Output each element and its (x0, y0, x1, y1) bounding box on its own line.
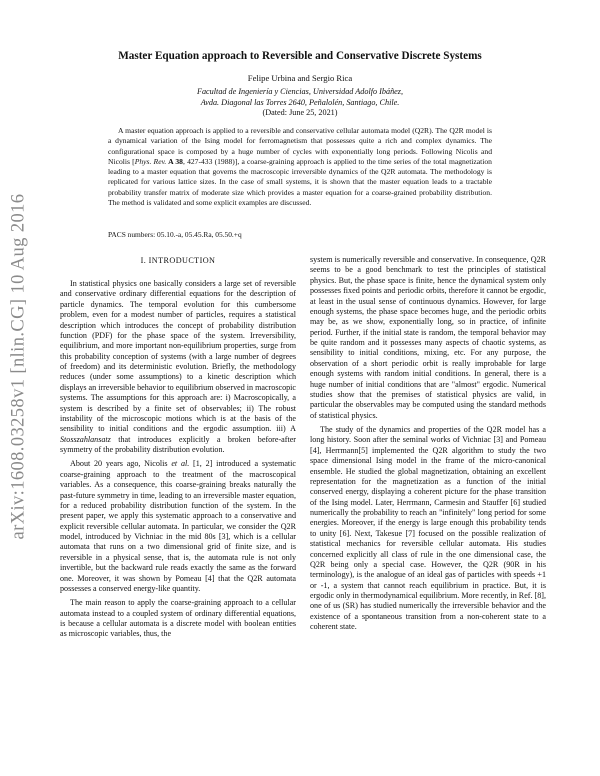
intro-paragraph-2-rest: [1, 2] introduced a systematic coarse-graining approach to the treatment of the macroscopical variables. As a consequence, this coarse-graining breaks naturally the past-future symmetry in time, leading to an irreversible master equation, for a reduced probability distribution function of the system. In the present paper, we apply this systematic approach to a conservative and explicit reversible cellular automata. In particular, we consider the Q2R model, introduced by Vichniac in the mid 80s [3], which is a cellular automata that runs on a two dimensional grid of finite size, and is reversible in a physical sense, that is, the automata rule is not only invertible, but the backward rule reads exactly the same as the forward one. Moreover, it was shown by Pomeau [4] that the Q2R automata possesses a conserved energy-like quantity. (60, 459, 296, 593)
intro-paragraph-1 (60, 279, 296, 455)
right-paragraph-1: system is numerically reversible and conservative. In consequence, Q2R seems to be a good benchmark to test the principles of statistical physics. But, the phase space is finite, hence the dynamical system only possesses fixed points and periodic orbits, therefore it cannot be ergodic, at least in the usual sense of continuous dynamics. However, for large enough systems, the phase space becomes huge, and the periodic orbits may be, as we show, exponentially long, so in practice, of infinite period. Further, if the initial state is random, the temporal behavior may be quite random and it possesses many aspects of chaotic systems, as sensibility to initial conditions, mixing, etc. For any purpose, the observation of a short periodic orbit is really improbable for large enough systems with random initial conditions. In general, there is a huge number of initial conditions that are "almost" ergodic. Numerical studies show that the premises of statistical physics are valid, in particular the observables may be computed using the standard methods of statistical physics. (310, 255, 546, 420)
intro-paragraph-2 (60, 459, 296, 594)
dated-line: (Dated: June 25, 2021) (262, 108, 338, 117)
arxiv-identifier-text: arXiv:1608.03258v1 [nlin.CG] 10 Aug 2016 (8, 193, 29, 539)
left-column (60, 279, 296, 644)
abstract (108, 126, 492, 208)
affiliation-line-2: Avda. Diagonal las Torres 2640, Peñalolén, Santiago, Chile. (200, 98, 400, 107)
stosszahlansatz-term: Stosszahlansatz (60, 434, 111, 444)
arxiv-identifier-stamp (6, 176, 32, 556)
intro-paragraph-2-start: About 20 years ago, Nicolis (70, 459, 172, 469)
paper-authors: Felipe Urbina and Sergio Rica (247, 73, 353, 83)
affiliation (80, 86, 520, 108)
intro-paragraph-1-text: In statistical physics one basically considers a large set of reversible and conservative ordinary differential equations for the description of particle dynamics. The temporal evolution for this cumbersome problem, even for a modest number of particles, requires a statistical description which introduces the concept of probability distribution function (PDF) for the phase space of the system. Irreversibility, equilibrium, and more important non-equilibrium properties, surge from this probability conception of systems (with a large number of degrees of freedom) and its deterministic evolution. Briefly, the methodology reduces (under some assumptions) to a kinetic description which displays an irreversible behavior to equilibrium observed in macroscopic systems. The assumptions for this approach are: i) Macroscopically, a system is described by a finite set of observables; ii) The robust instability of the microscopic motions which is at the basis of the sensibility to initial conditions and the ergodic assumption. iii) A (60, 279, 296, 434)
section-heading-introduction: I. INTRODUCTION (140, 256, 216, 265)
abstract-volume: A 38 (166, 156, 183, 166)
right-column (310, 255, 546, 637)
et-al-term: et al. (171, 459, 190, 469)
right-paragraph-2: The study of the dynamics and properties of the Q2R model has a long history. Soon after the seminal works of Vichniac [3] and Pomeau [4], Herrmann[5] implemented the Q2R algorithm to study the two space dimensional Ising model in the frame of the micro-canonical ensemble. He studied the global magnetization, obtaining an excellent representation for the magnetization as a function of the initial conserved energy, displaying a coherent picture for the phase transition of the Ising model. Later, Herrmann, Carmesin and Stauffer [6] studied numerically the probability to reach an "infinitely" long period for some energies. Moreover, if the energy is large enough this probability tends to unity [6]. Next, Takesue [7] focused on the possible realization of statistical mechanics for reversible cellular automata. His studies concerned explicitly all class of rule in the one dimensional case, the Q2R being only a special case. However, the Q2R (90R in his terminology), is the analogue of an ideal gas of particles with speeds +1 or -1, a system that cannot reach equilibrium in practice. But, it is ergodic only in thermodynamical equilibrium. More recently, in Ref. [8], one of us (SR) has studied numerically the irreversible behavior and the existence of a spontaneous transition from a non-coherent state to a coherent state. (310, 425, 547, 632)
abstract-text-2: , 427-433 (1988)], a coarse-graining approach is applied to the time series of the total magnetization leading to a master equation that governs the macroscopic irreversible dynamics of the Q2R automata. The methodology is replicated for various lattice sizes. In the case of small systems, it is shown that the master equation leads to a tractable probability transfer matrix of moderate size which provides a master equation for a coarse-grained probability distribution. The method is validated and some explicit examples are discussed. (108, 156, 492, 208)
pacs-numbers: PACS numbers: 05.10.-a, 05.45.Ra, 05.50.+q (108, 230, 242, 239)
paper-title: Master Equation approach to Reversible and Conservative Discrete Systems (118, 50, 482, 62)
intro-paragraph-1-end: that introduces explicitly a broken before-after symmetry of the probability distribution evolution. (60, 434, 296, 454)
affiliation-line-1: Facultad de Ingeniería y Ciencias, Universidad Adolfo Ibáñez, (196, 87, 404, 96)
intro-paragraph-3: The main reason to apply the coarse-graining approach to a cellular automata instead to a coupled system of ordinary differential equations, is because a cellular automata is a discrete model with boolean entities as microscopic variables, thus, the (60, 598, 296, 639)
abstract-text-1: A master equation approach is applied to a reversible and conservative cellular automata model (Q2R). The Q2R model is a dynamical variation of the Ising model for ferromagnetism that possesses quite a rich and complex dynamics. The configurational space is composed by a huge number of cycles with exponentially long periods. Following Nicolis and Nicolis [ (108, 126, 492, 166)
abstract-journal: Phys. Rev. (134, 156, 167, 166)
